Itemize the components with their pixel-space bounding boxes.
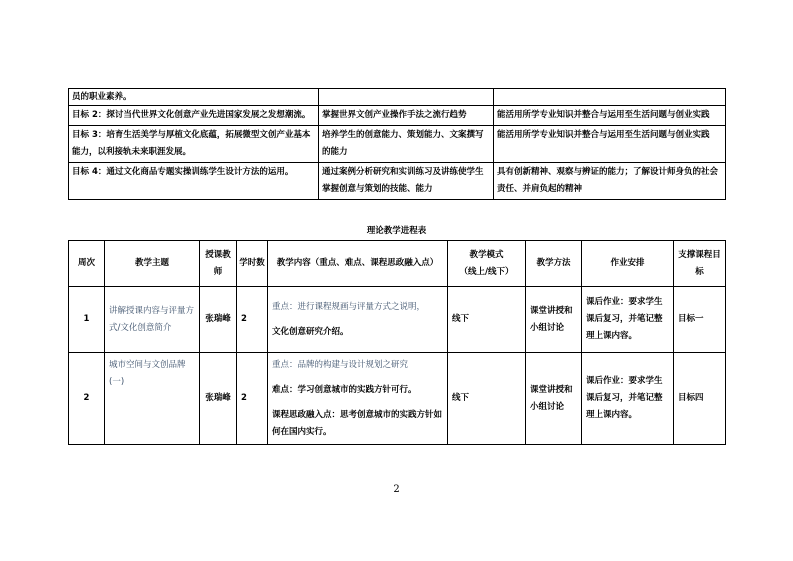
header-support: 支撑课程目标 bbox=[674, 241, 726, 287]
header-homework: 作业安排 bbox=[582, 241, 674, 287]
teaching-progress-table bbox=[68, 240, 726, 445]
method-cell: 课堂讲授和小组讨论 bbox=[526, 287, 582, 353]
header-hours: 学时数 bbox=[237, 241, 268, 287]
goal-requirement: 掌握世界文创产业操作手法之流行趋势 bbox=[319, 106, 494, 126]
table-row bbox=[69, 287, 726, 353]
support-cell: 目标四 bbox=[674, 353, 726, 445]
table-row bbox=[69, 353, 726, 445]
table-row bbox=[69, 106, 726, 126]
goal-outcome bbox=[494, 89, 726, 106]
content-difficulty: 难点：学习创意城市的实践方针可行。 bbox=[272, 384, 417, 395]
support-cell: 目标一 bbox=[674, 287, 726, 353]
header-week: 周次 bbox=[69, 241, 105, 287]
week-cell: 1 bbox=[69, 287, 105, 353]
content-key-point: 重点：品牌的构建与设计规划之研究 bbox=[272, 359, 409, 370]
header-row bbox=[69, 241, 726, 287]
content-key-point: 重点：进行课程规画与评量方式之说明， bbox=[272, 301, 426, 312]
header-mode-label: 教学模式 bbox=[469, 249, 504, 260]
topic-cell: 讲解授课内容与评量方式/文化创意简介 bbox=[105, 287, 200, 353]
goal-outcome: 能活用所学专业知识并整合与运用至生活问题与创业实践 bbox=[494, 106, 726, 126]
content-cell bbox=[268, 287, 448, 353]
goal-requirement: 培养学生的创意能力、策划能力、文案撰写的能力 bbox=[319, 126, 494, 163]
table-row bbox=[69, 163, 726, 200]
goal-text: 目标 2：探讨当代世界文化创意产业先进国家发展之发想潮流。 bbox=[69, 106, 319, 126]
content-ideology: 课程思政融入点：思考创意城市的实践方针如何在国内实行。 bbox=[272, 409, 443, 437]
method-cell: 课堂讲授和小组讨论 bbox=[526, 353, 582, 445]
week-cell: 2 bbox=[69, 353, 105, 445]
goal-outcome: 具有创新精神、观察与辨证的能力；了解设计师身负的社会责任、并肩负起的精神 bbox=[494, 163, 726, 200]
hours-cell: 2 bbox=[237, 287, 268, 353]
progress-table-title: 理论教学进程表 bbox=[366, 226, 427, 236]
table-row bbox=[69, 89, 726, 106]
homework-cell: 课后作业：要求学生课后复习，并笔记整理上课内容。 bbox=[582, 353, 674, 445]
content-detail: 文化创意研究介绍。 bbox=[272, 326, 349, 337]
goal-requirement: 通过案例分析研究和实训练习及讲练使学生掌握创意与策划的技能、能力 bbox=[319, 163, 494, 200]
page-number: 2 bbox=[393, 484, 400, 495]
goal-text: 目标 3：培育生活美学与厚植文化底蕴，拓展微型文创产业基本能力，以利接轨未来职涯发展。 bbox=[69, 126, 319, 163]
topic-cell: 城市空间与文创品牌(一) bbox=[105, 353, 200, 445]
header-method: 教学方法 bbox=[526, 241, 582, 287]
homework-cell: 课后作业：要求学生课后复习，并笔记整理上课内容。 bbox=[582, 287, 674, 353]
header-topic: 教学主题 bbox=[105, 241, 200, 287]
course-goals-table bbox=[68, 88, 726, 200]
goal-text: 目标 4：通过文化商品专题实操训练学生设计方法的运用。 bbox=[69, 163, 319, 200]
goal-text: 员的职业素养。 bbox=[69, 89, 319, 106]
teacher-cell: 张瑞峰 bbox=[200, 353, 237, 445]
header-mode bbox=[448, 241, 526, 287]
mode-cell: 线下 bbox=[448, 353, 526, 445]
content-cell bbox=[268, 353, 448, 445]
teacher-cell: 张瑞峰 bbox=[200, 287, 237, 353]
mode-cell: 线下 bbox=[448, 287, 526, 353]
goal-outcome: 能活用所学专业知识并整合与运用至生活问题与创业实践 bbox=[494, 126, 726, 163]
header-mode-sub: （线上/线下） bbox=[459, 266, 514, 277]
header-teacher: 授课教师 bbox=[200, 241, 237, 287]
goal-requirement bbox=[319, 89, 494, 106]
table-row bbox=[69, 126, 726, 163]
hours-cell: 2 bbox=[237, 353, 268, 445]
header-content: 教学内容（重点、难点、课程思政融入点） bbox=[268, 241, 448, 287]
